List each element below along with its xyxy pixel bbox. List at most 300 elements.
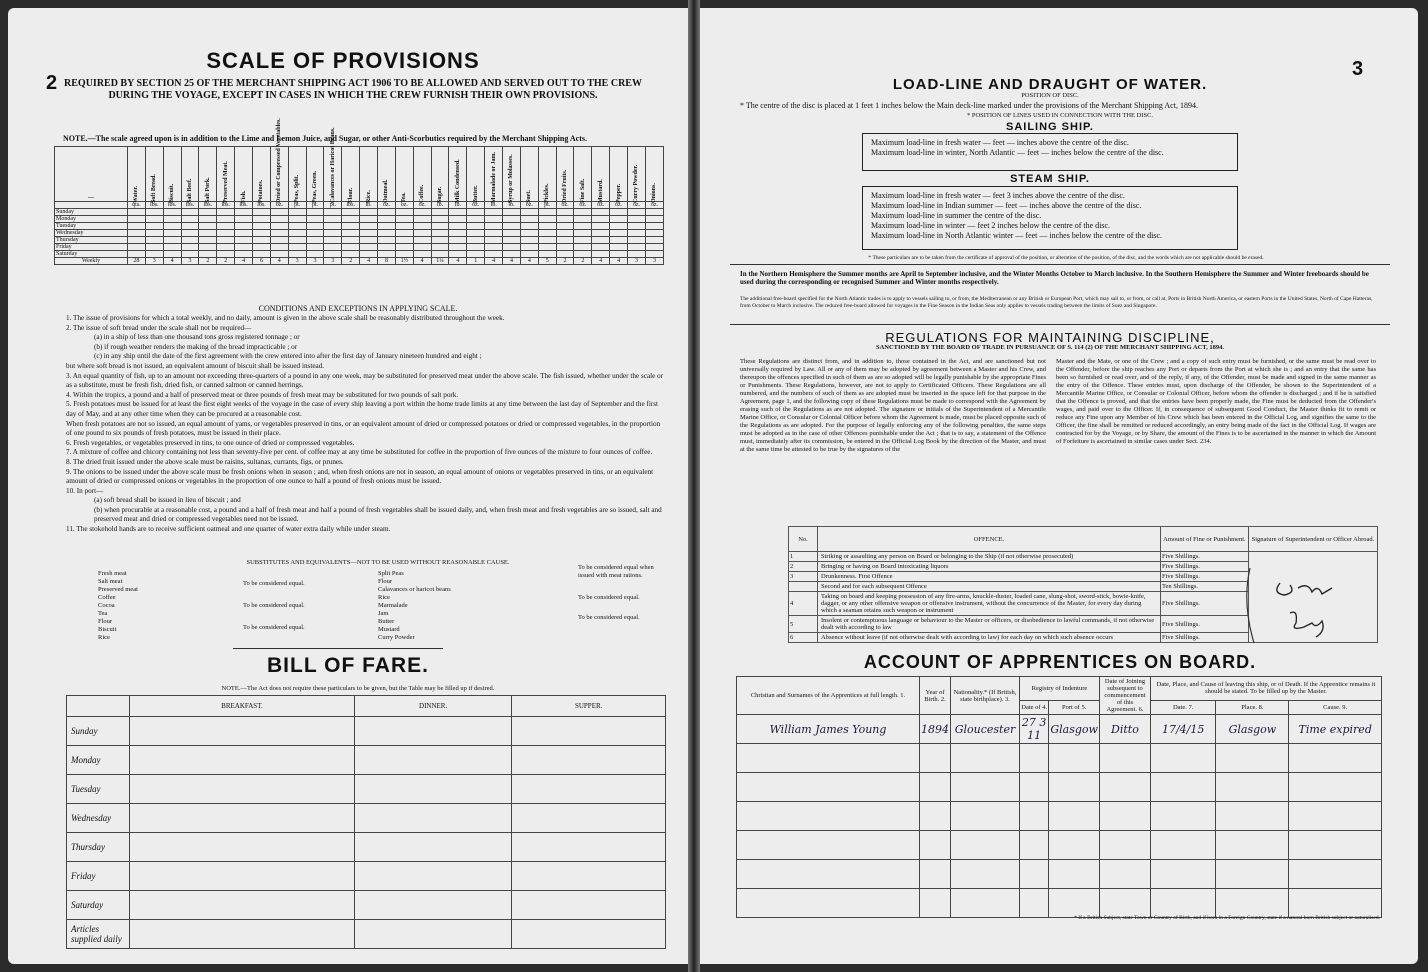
- provisions-cell: [199, 251, 217, 258]
- divider: [233, 648, 443, 649]
- provisions-cell: [342, 237, 360, 244]
- provisions-cell: [128, 223, 146, 230]
- apprentice-empty-cell: [951, 831, 1020, 860]
- provisions-cell: [395, 237, 413, 244]
- provisions-column-header: [360, 147, 378, 202]
- apprentices-footnote: * If a British Subject, state Town or Country of Birth, and if born in a Foreign Country, state if a natural born British subject or naturalised.: [1074, 915, 1380, 921]
- provisions-cell: [610, 223, 628, 230]
- provisions-day-label: Tuesday: [55, 223, 128, 230]
- provisions-cell: [128, 216, 146, 223]
- provisions-cell: [217, 230, 235, 237]
- offence-number: 4: [789, 592, 818, 616]
- provisions-column-header: [610, 147, 628, 202]
- provisions-cell: [574, 230, 592, 237]
- provisions-unit-cell: oz.: [467, 202, 485, 209]
- provisions-cell: [556, 244, 574, 251]
- provisions-cell: [288, 223, 306, 230]
- provisions-column-label: Tea.: [401, 192, 408, 203]
- provisions-cell: [645, 223, 663, 230]
- provisions-cell: [449, 251, 467, 258]
- provisions-weekly-cell: 3: [306, 258, 324, 265]
- apprentice-empty-row: [737, 831, 1382, 860]
- provisions-column-label: Soft Bread.: [151, 174, 158, 203]
- provisions-cell: [235, 251, 253, 258]
- condition-item: 11. The stokehold hands are to receive sufficient oatmeal and one quarter of water extra daily while under steam.: [66, 525, 391, 534]
- provisions-cell: [342, 251, 360, 258]
- provisions-units-label: [55, 202, 128, 209]
- provisions-unit-cell: oz.: [628, 202, 646, 209]
- condition-item: (c) in any ship until the date of the first agreement with the crew entered into after the first day of January nineteen hundred and eight ;: [94, 352, 482, 361]
- condition-item: (b) if rough weather renders the making of the bread impracticable ; or: [94, 342, 298, 351]
- provisions-cell: [163, 223, 181, 230]
- provisions-cell: [235, 216, 253, 223]
- apprentice-indenture-date: 27 3 11: [1020, 715, 1049, 744]
- provisions-cell: [378, 230, 396, 237]
- bill-corner-cell: [67, 696, 130, 717]
- substitute-item: Jam: [378, 610, 389, 617]
- provisions-weekly-cell: 3: [288, 258, 306, 265]
- offence-column-header: OFFENCE.: [818, 527, 1161, 552]
- bill-cell: [354, 862, 511, 891]
- provisions-cell: [163, 230, 181, 237]
- provisions-unit-cell: lb.: [360, 202, 378, 209]
- bill-cell: [130, 862, 355, 891]
- apprentice-row: [737, 715, 1382, 744]
- provisions-cell: [378, 209, 396, 216]
- offence-column-header: Amount of Fine or Punishment.: [1161, 527, 1249, 552]
- offence-fine: Five Shillings.: [1161, 616, 1249, 633]
- provisions-cell: [556, 237, 574, 244]
- bill-row: [67, 833, 666, 862]
- provisions-column-label: Salt Pork.: [204, 177, 211, 203]
- provisions-cell: [217, 223, 235, 230]
- provisions-day-row: [55, 237, 664, 244]
- provisions-weekly-cell: 4: [503, 258, 521, 265]
- bill-day-label: Friday: [67, 862, 130, 891]
- steam-line: Maximum load-line in fresh water — feet 3 inches above the centre of the disc.: [871, 191, 1125, 200]
- provisions-day-row: [55, 230, 664, 237]
- provisions-weekly-cell: 2: [217, 258, 235, 265]
- provisions-cell: [342, 223, 360, 230]
- provisions-cell: [360, 237, 378, 244]
- bill-cell: [354, 804, 511, 833]
- apprentice-empty-cell: [1049, 860, 1100, 889]
- provisions-cell: [645, 209, 663, 216]
- provisions-cell: [413, 230, 431, 237]
- condition-item: 10. In port—: [66, 486, 104, 495]
- offence-number: 2: [789, 562, 818, 572]
- provisions-cell: [378, 251, 396, 258]
- regulations-title: REGULATIONS FOR MAINTAINING DISCIPLINE,: [885, 330, 1215, 345]
- conditions-list: [66, 314, 666, 535]
- conditions-title: CONDITIONS AND EXCEPTIONS IN APPLYING SCALE.: [258, 304, 458, 313]
- provisions-cell: [485, 237, 503, 244]
- substitute-item: Salt meat: [98, 578, 123, 585]
- provisions-unit-cell: lb.: [431, 202, 449, 209]
- bill-day-label: Monday: [67, 746, 130, 775]
- provisions-column-header: [628, 147, 646, 202]
- provisions-cell: [378, 237, 396, 244]
- sailing-box: [862, 133, 1238, 171]
- provisions-cell: [467, 209, 485, 216]
- provisions-cell: [485, 244, 503, 251]
- provisions-cell: [253, 209, 271, 216]
- provisions-unit-cell: oz.: [610, 202, 628, 209]
- provisions-unit-cell: lbs.: [235, 202, 253, 209]
- provisions-weekly-cell: 3: [145, 258, 163, 265]
- condition-item: 4. Within the tropics, a pound and a half of preserved meat or three pounds of fresh meat may be substituted for two pounds of salt pork.: [66, 390, 459, 399]
- provisions-unit-cell: lbs.: [181, 202, 199, 209]
- apprentice-empty-cell: [737, 860, 920, 889]
- provisions-column-label: Salt Beef.: [187, 178, 193, 203]
- apprentice-empty-cell: [951, 773, 1020, 802]
- condition-item: 1. The issue of provisions for which a total weekly, and no daily, amount is given in the above scale shall be reasonably distributed throughout the week.: [66, 314, 505, 322]
- apprentice-empty-cell: [920, 831, 951, 860]
- provisions-cell: [145, 244, 163, 251]
- provisions-weekly-row: [55, 258, 664, 265]
- provisions-day-row: [55, 223, 664, 230]
- provisions-cell: [253, 230, 271, 237]
- provisions-column-label: Marmalade or Jam.: [490, 151, 497, 203]
- provisions-cell: [449, 216, 467, 223]
- provisions-cell: [413, 209, 431, 216]
- apprentice-col-registry: Registry of Indenture: [1020, 677, 1100, 701]
- provisions-column-header: [520, 147, 538, 202]
- offence-text: Drunkenness. First Offence: [818, 572, 1161, 582]
- apprentice-empty-cell: [1150, 773, 1215, 802]
- provisions-cell: [645, 244, 663, 251]
- substitute-item: Curry Powder: [378, 634, 415, 641]
- bill-column-header: SUPPER.: [512, 696, 666, 717]
- provisions-cell: [270, 223, 288, 230]
- provisions-cell: [235, 209, 253, 216]
- apprentice-empty-cell: [1289, 831, 1382, 860]
- provisions-cell: [556, 216, 574, 223]
- bill-cell: [354, 775, 511, 804]
- provisions-column-label: Biscuit.: [169, 183, 176, 203]
- provisions-cell: [288, 216, 306, 223]
- provisions-weekly-cell: 4: [235, 258, 253, 265]
- bill-cell: [130, 833, 355, 862]
- substitute-item: Cocoa: [98, 602, 115, 609]
- provisions-cell: [592, 244, 610, 251]
- lines-note: * POSITION OF LINES USED IN CONNECTION WITH THE DISC.: [966, 112, 1154, 119]
- bill-cell: [354, 920, 511, 949]
- provisions-cell: [145, 216, 163, 223]
- provisions-cell: [288, 251, 306, 258]
- provisions-cell: [467, 244, 485, 251]
- provisions-cell: [538, 216, 556, 223]
- apprentice-empty-cell: [1289, 773, 1382, 802]
- offence-text: Absence without leave (if not otherwise dealt with according to law) for each day on which such absence occurs: [818, 633, 1161, 643]
- provisions-cell: [235, 230, 253, 237]
- provisions-cell: [163, 251, 181, 258]
- provisions-column-label: Syrup or Molasses.: [508, 154, 515, 203]
- provisions-day-row: [55, 209, 664, 216]
- apprentice-col-leaving: Date, Place, and Cause of leaving this ship, or of Death. If the Apprentice remains it should be stated. To be filled up by the Master.: [1150, 677, 1381, 701]
- apprentices-table: [736, 676, 1382, 918]
- provisions-cell: [235, 244, 253, 251]
- provisions-weekly-cell: 28: [128, 258, 146, 265]
- provisions-cell: [413, 244, 431, 251]
- provisions-column-header: [413, 147, 431, 202]
- apprentice-subheader: Cause. 9.: [1289, 700, 1382, 714]
- offence-row: [789, 552, 1378, 562]
- bill-cell: [512, 717, 666, 746]
- bill-day-label: Wednesday: [67, 804, 130, 833]
- equal-note-6: To be considered equal.: [578, 614, 640, 621]
- substitute-item: Split Peas: [378, 570, 404, 577]
- condition-item: 3. An equal quantity of fish, up to an amount not exceeding three-quarters of a pound in any one week, may be substituted for preserved meat under the above scale. The fish issued, whether under the scale or as a substitute, must be fresh fish, dried fish, or canned salmon or canned herrings.: [66, 371, 664, 390]
- provisions-cell: [431, 251, 449, 258]
- provisions-cell: [253, 244, 271, 251]
- bill-cell: [512, 804, 666, 833]
- steam-line: Maximum load-line in summer the centre of the disc.: [871, 211, 1042, 220]
- provisions-cell: [610, 251, 628, 258]
- provisions-column-label: Rice.: [365, 190, 372, 203]
- provisions-cell: [449, 244, 467, 251]
- apprentice-joining: Ditto: [1099, 715, 1150, 744]
- provisions-cell: [163, 216, 181, 223]
- provisions-weekly-cell: 4: [449, 258, 467, 265]
- apprentice-empty-cell: [1216, 860, 1289, 889]
- sailing-title: SAILING SHIP.: [1006, 121, 1094, 133]
- provisions-cell: [163, 244, 181, 251]
- provisions-cell: [360, 251, 378, 258]
- provisions-cell: [324, 216, 342, 223]
- bill-row: [67, 775, 666, 804]
- provisions-column-header: [395, 147, 413, 202]
- bill-cell: [130, 804, 355, 833]
- provisions-cell: [395, 223, 413, 230]
- provisions-cell: [324, 230, 342, 237]
- provisions-column-header: [556, 147, 574, 202]
- hemisphere-note: In the Northern Hemisphere the Summer months are April to September inclusive, and the Winter Months October to March inclusive. In the Southern Hemisphere the Summer and Winter freeboards should be used during the corresponding or recognised Summer and Winter months respectively.: [740, 270, 1369, 286]
- provisions-column-header: [217, 147, 235, 202]
- substitute-item: Flour: [378, 578, 393, 585]
- provisions-cell: [270, 216, 288, 223]
- provisions-cell: [199, 237, 217, 244]
- apprentices-title: ACCOUNT OF APPRENTICES ON BOARD.: [863, 652, 1257, 672]
- provisions-unit-cell: lb.: [449, 202, 467, 209]
- provisions-cell: [342, 216, 360, 223]
- provisions-cell: [556, 251, 574, 258]
- provisions-unit-cell: oz.: [520, 202, 538, 209]
- provisions-column-header: [253, 147, 271, 202]
- provisions-column-header: [431, 147, 449, 202]
- provisions-cell: [270, 209, 288, 216]
- bill-row: [67, 746, 666, 775]
- apprentice-empty-cell: [737, 744, 920, 773]
- substitute-item: Rice: [378, 594, 390, 601]
- provisions-cell: [395, 216, 413, 223]
- steam-box: [862, 186, 1238, 250]
- provisions-cell: [181, 209, 199, 216]
- apprentice-empty-cell: [1216, 744, 1289, 773]
- bill-of-fare-table: [66, 695, 666, 949]
- provisions-cell: [395, 209, 413, 216]
- provisions-column-label: Onions.: [651, 183, 658, 203]
- provisions-unit-cell: oz.: [413, 202, 431, 209]
- substitute-item: Marmalade: [378, 602, 408, 609]
- apprentice-empty-row: [737, 802, 1382, 831]
- provisions-column-label: Dried or Compressed Vegetables.: [276, 118, 283, 203]
- bill-note: NOTE.—The Act does not require these particulars to be given, but the Table may be filled up if desired.: [221, 685, 495, 692]
- freeboard-note: The additional free-board specified for the North Atlantic trades is to apply to vessels sailing to, or from, the Mediterranean or any British or European Port, which may sail to, or from, or call at, Ports in British North America, or eastern Ports in the United States, North of Cape Hatteras, from October to March inclusive. The reduced free-board allowed for voyages in the Fine Season in the Indian Seas only applies to vessels trading between the limits of Suez and Singapore.: [740, 296, 1373, 309]
- provisions-cell: [485, 223, 503, 230]
- provisions-column-header: [538, 147, 556, 202]
- particulars-note: * These particulars are to be taken from the certificate of approval of the position, or alteration of the position, of the disc, and the words which are not applicable should be erased.: [868, 255, 1264, 261]
- substitutes-left-list: [98, 570, 218, 642]
- offence-number: [789, 582, 818, 592]
- provisions-cell: [574, 244, 592, 251]
- bill-cell: [512, 746, 666, 775]
- offence-text: Second and for each subsequent Offence: [818, 582, 1161, 592]
- provisions-column-header: [342, 147, 360, 202]
- apprentice-col-name: Christian and Surnames of the Apprentices at full length. 1.: [737, 677, 920, 715]
- provisions-cell: [199, 216, 217, 223]
- provisions-cell: [217, 216, 235, 223]
- provisions-cell: [503, 244, 521, 251]
- provisions-cell: [181, 244, 199, 251]
- provisions-unit-cell: pt.: [324, 202, 342, 209]
- provisions-column-header: [163, 147, 181, 202]
- provisions-unit-cell: oz.: [378, 202, 396, 209]
- provisions-cell: [645, 251, 663, 258]
- divider: [730, 324, 1390, 325]
- bill-title: BILL OF FARE.: [267, 654, 429, 677]
- provisions-cell: [342, 244, 360, 251]
- condition-item: 9. The onions to be issued under the above scale must be fresh onions when in season ; and, when fresh onions are not in season, an equal amount of onions or vegetables preserved in tins, or an equivalent amount of dried or compressed onions or vegetables in the proportion of one ounce to half a pound of fresh onions must be issued.: [66, 467, 654, 486]
- provisions-cell: [556, 230, 574, 237]
- provisions-day-label: Friday: [55, 244, 128, 251]
- provisions-weekly-cell: 4: [360, 258, 378, 265]
- bill-cell: [130, 746, 355, 775]
- provisions-cell: [610, 244, 628, 251]
- provisions-weekly-cell: 2: [342, 258, 360, 265]
- provisions-cell: [449, 209, 467, 216]
- provisions-unit-cell: lbs.: [163, 202, 181, 209]
- provisions-weekly-cell: 8: [378, 258, 396, 265]
- provisions-cell: [467, 230, 485, 237]
- apprentice-empty-cell: [1150, 831, 1215, 860]
- provisions-day-row: [55, 251, 664, 258]
- provisions-cell: [235, 237, 253, 244]
- provisions-weekly-cell: 6: [253, 258, 271, 265]
- provisions-column-label: Preserved Meat.: [222, 161, 229, 203]
- apprentice-empty-cell: [951, 802, 1020, 831]
- bill-cell: [130, 775, 355, 804]
- provisions-cell: [520, 216, 538, 223]
- condition-item: (a) soft bread shall be issued in lieu of biscuit ; and: [94, 496, 241, 505]
- provisions-cell: [199, 244, 217, 251]
- provisions-unit-cell: lb.: [503, 202, 521, 209]
- provisions-unit-cell: lbs.: [145, 202, 163, 209]
- regulations-right-text: Master and the Mate, or one of the Crew ; and a copy of such entry must be furnished, or the same must be read over to the Offender, before the ship reaches any Port or departs from the Port at which she is ; and an entry that the same has been so furnished or read over, and of the reply, if any, of the Offender, must be made and signed in the same manner as the entry of the Offence. These entries must, upon discharge of the Offender, be shown to the Superintendent of a Mercantile Marine Office, or Consular or Colonial Officer, before whom the offender is discharged ; and if he is satisfied that the Offence is proved, and that the entries have been properly made, the Fine must be deducted from the Offender's wages, and paid over to the Officer. If, in consequence of subsequent Good Conduct, the Master thinks fit to remit or reduce any Fine upon any Member of his Crew which has been entered in the Official Log, and signifies the same to the Officer, the fine shall be remitted or reduced accordingly, an entry being made of the fact in the Official Log. If wages are contracted for by the Voyage, or by Share, the amount of the Fines is to be ascertained in the manner in which the Amount of Forfeiture is ascertained in similar cases under Sect. 234.: [1056, 358, 1376, 445]
- provisions-weekly-cell: 4: [163, 258, 181, 265]
- provisions-cell: [628, 230, 646, 237]
- provisions-cell: [645, 230, 663, 237]
- provisions-cell: [538, 209, 556, 216]
- steam-line: Maximum load-line in North Atlantic winter — feet — inches below the centre of the disc.: [871, 231, 1163, 240]
- apprentice-subheader: Date. 7.: [1150, 700, 1215, 714]
- apprentice-empty-row: [737, 860, 1382, 889]
- apprentice-empty-cell: [1216, 831, 1289, 860]
- offence-column-header: Signature of Superintendent or Officer Abroad.: [1248, 527, 1377, 552]
- provisions-column-header: [181, 147, 199, 202]
- apprentice-empty-cell: [1216, 802, 1289, 831]
- provisions-cell: [574, 209, 592, 216]
- provisions-column-header: [592, 147, 610, 202]
- apprentice-empty-cell: [1099, 831, 1150, 860]
- provisions-cell: [288, 244, 306, 251]
- provisions-column-header: [645, 147, 663, 202]
- provisions-cell: [395, 230, 413, 237]
- regulations-subtitle: SANCTIONED BY THE BOARD OF TRADE IN PURSUANCE OF S. 114 (2) OF THE MERCHANT SHIPPING ACT, 1894.: [875, 344, 1225, 351]
- offence-number: 5: [789, 616, 818, 633]
- provisions-column-header: [449, 147, 467, 202]
- provisions-header-row: [55, 147, 664, 202]
- provisions-cell: [395, 251, 413, 258]
- provisions-unit-cell: pt.: [288, 202, 306, 209]
- provisions-cell: [538, 237, 556, 244]
- apprentice-col-joining: Date of Joining subsequent to commencement of this Agreement. 6.: [1099, 677, 1150, 715]
- bill-cell: [130, 920, 355, 949]
- divider: [730, 264, 1390, 265]
- provisions-cell: [199, 223, 217, 230]
- provisions-cell: [145, 230, 163, 237]
- apprentice-subheader: Place. 8.: [1216, 700, 1289, 714]
- apprentice-empty-cell: [1049, 831, 1100, 860]
- provisions-cell: [181, 230, 199, 237]
- apprentice-empty-cell: [1099, 744, 1150, 773]
- provisions-column-label: Curry Powder.: [633, 164, 640, 203]
- bill-row: [67, 920, 666, 949]
- offence-text: Taking on board and keeping possession of any fire-arms, knuckle-duster, loaded cane, slung-shot, sword-stick, bowie-knife, dagger, or any other offensive weapon or offensive instrument, without the concurrence of the Master, for every day during which a seaman retains such weapon or instrument: [818, 592, 1161, 616]
- provisions-column-header: [485, 147, 503, 202]
- provisions-cell: [181, 223, 199, 230]
- provisions-cell: [645, 237, 663, 244]
- provisions-cell: [467, 216, 485, 223]
- bill-row: [67, 862, 666, 891]
- provisions-day-label: Sunday: [55, 209, 128, 216]
- provisions-cell: [378, 216, 396, 223]
- provisions-weekly-label: Weekly: [55, 258, 128, 265]
- provisions-day-row: [55, 244, 664, 251]
- provisions-corner-cell: —: [55, 147, 128, 202]
- disc-line: * The centre of the disc is placed at 1 feet 1 inches below the Main deck-line marked under the provisions of the Merchant Shipping Act, 1894.: [740, 101, 1198, 110]
- bill-cell: [130, 891, 355, 920]
- provisions-cell: [628, 223, 646, 230]
- provisions-cell: [449, 230, 467, 237]
- provisions-cell: [128, 230, 146, 237]
- offence-fine: Five Shillings.: [1161, 562, 1249, 572]
- provisions-unit-cell: qts.: [128, 202, 146, 209]
- provisions-cell: [342, 230, 360, 237]
- provisions-cell: [520, 237, 538, 244]
- provisions-cell: [628, 251, 646, 258]
- provisions-cell: [467, 237, 485, 244]
- provisions-column-label: Coffee.: [419, 184, 426, 203]
- provisions-cell: [306, 230, 324, 237]
- provisions-cell: [395, 244, 413, 251]
- apprentice-empty-cell: [1020, 802, 1049, 831]
- provisions-cell: [431, 216, 449, 223]
- provisions-column-label: Fish.: [240, 190, 247, 203]
- bill-column-header: DINNER.: [354, 696, 511, 717]
- provisions-cell: [378, 244, 396, 251]
- provisions-unit-cell: oz.: [395, 202, 413, 209]
